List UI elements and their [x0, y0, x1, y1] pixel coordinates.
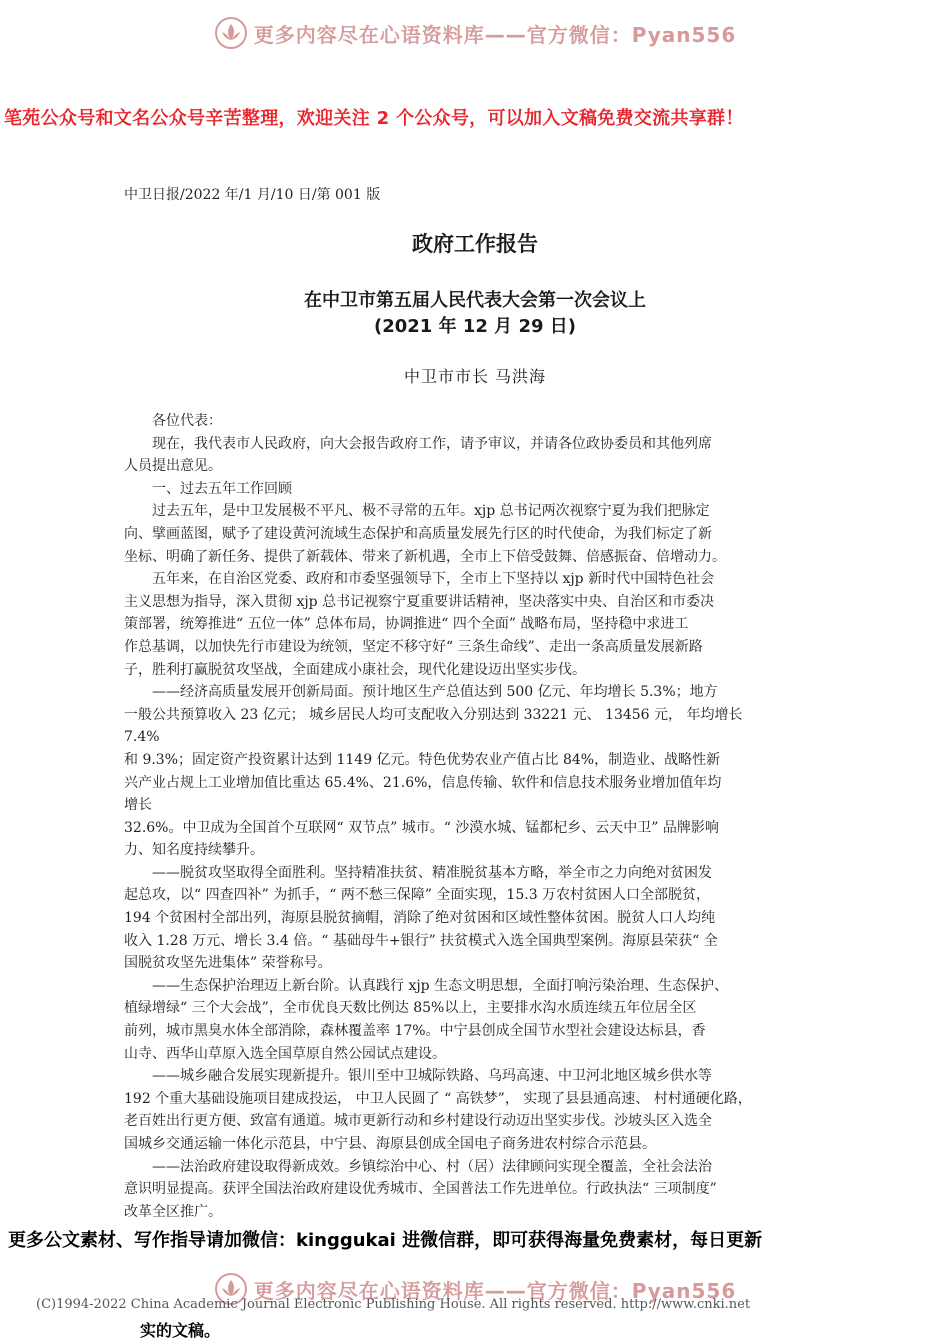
- body-line: 意识明显提高。获评全国法治政府建设优秀城市、全国普法工作先进单位。行政执法“ 三项制度”: [124, 1181, 717, 1198]
- body-line: ——经济高质量发展开创新局面。预计地区生产总值达到 500 亿元、年均增长 5.3%；地方: [152, 684, 718, 701]
- body-text: [124, 410, 832, 1223]
- body-line: 五年来，在自治区党委、政府和市委坚强领导下，全市上下坚持以 xjp 新时代中国特色社会: [152, 571, 715, 588]
- body-line: 192 个重大基础设施项目建成投运， 中卫人民圆了 “ 高铁梦”， 实现了县县通高速、 村村通硬化路，: [124, 1090, 752, 1107]
- body-line: 坐标、明确了新任务、提供了新载体、带来了新机遇，全市上下倍受鼓舞、倍感振奋、倍增动力。: [124, 548, 726, 565]
- body-line: 主义思想为指导，深入贯彻 xjp 总书记视察宁夏重要讲话精神，坚决落实中央、自治区和市委决: [124, 593, 715, 610]
- body-line: 一般公共预算收入 23 亿元； 城乡居民人均可支配收入分别达到 33221 元、 13456 元， 年均增长: [124, 706, 743, 723]
- body-line: ——法治政府建设取得新成效。乡镇综治中心、村（居）法律顾问实现全覆盖，全社会法治: [152, 1158, 712, 1175]
- subtitle: [0, 288, 950, 340]
- body-line: 过去五年，是中卫发展极不平凡、极不寻常的五年。xjp 总书记两次视察宁夏为我们把脉定: [152, 503, 710, 520]
- body-line: 和 9.3%；固定资产投资累计达到 1149 亿元。特色优势农业产值占比 84%，制造业、战略性新: [124, 751, 721, 768]
- body-line: ——城乡融合发展实现新提升。银川至中卫城际铁路、乌玛高速、中卫河北地区城乡供水等: [152, 1068, 712, 1085]
- body-line: 收入 1.28 万元、增长 3.4 倍。“ 基础母牛+银行” 扶贫模式入选全国典型案例。海原县荣获“ 全: [124, 932, 718, 949]
- body-line: 策部署，统筹推进“ 五位一体” 总体布局，协调推进“ 四个全面” 战略布局，坚持稳中求进工: [124, 616, 689, 633]
- subtitle-line-2: (2021 年 12 月 29 日): [374, 316, 576, 337]
- lotus-logo-icon: [214, 16, 248, 50]
- body-line: 植绿增绿“ 三个大会战”，全市优良天数比例达 85%以上，主要排水沟水质连续五年位居全区: [124, 1000, 697, 1017]
- body-line: 兴产业占规上工业增加值比重达 65.4%、21.6%，信息传输、软件和信息技术服务业增加值年均: [124, 774, 722, 791]
- cut-off-text: 实的文稿。: [140, 1321, 221, 1340]
- subtitle-line-1: 在中卫市第五届人民代表大会第一次会议上: [304, 290, 646, 311]
- source-line: 中卫日报/2022 年/1 月/10 日/第 001 版: [124, 187, 381, 203]
- body-line: 改革全区推广。: [124, 1203, 222, 1220]
- body-line: 7.4%: [124, 729, 160, 746]
- cnki-copyright: (C)1994-2022 China Academic Journal Electronic Publishing House. All rights reserved. http://www.cnki.net: [36, 1297, 751, 1312]
- body-line: 各位代表：: [152, 413, 222, 429]
- red-notice: 笔苑公众号和文名公众号辛苦整理，欢迎关注 2 个公众号，可以加入文稿免费交流共享群！: [4, 108, 744, 129]
- body-line: 194 个贫困村全部出列，海原县脱贫摘帽，消除了绝对贫困和区域性整体贫困。脱贫人口人均纯: [124, 910, 716, 927]
- body-line: 子，胜利打赢脱贫攻坚战，全面建成小康社会，现代化建设迈出坚实步伐。: [124, 661, 586, 678]
- body-line: 力、知名度持续攀升。: [124, 842, 264, 859]
- watermark-text: 更多内容尽在心语资料库——官方微信：Pyan556: [253, 22, 737, 47]
- body-line: 作总基调，以加快先行市建设为统领，坚定不移守好“ 三条生命线”、走出一条高质量发展新路: [124, 638, 703, 655]
- body-line: 人员提出意见。: [124, 458, 222, 475]
- body-line: 老百姓出行更方便、致富有通道。城市更新行动和乡村建设行动迈出坚实步伐。沙坡头区入选全: [124, 1113, 712, 1130]
- body-line: 前列，城市黑臭水体全部消除，森林覆盖率 17%。中宁县创成全国节水型社会建设达标县，香: [124, 1023, 706, 1040]
- bottom-notice: 更多公文素材、写作指导请加微信：kinggukai 进微信群，即可获得海量免费素材，每日更新: [8, 1230, 763, 1251]
- watermark-banner-top: [0, 16, 950, 54]
- author: 中卫市市长 马洪海: [403, 367, 547, 386]
- body-line: 现在，我代表市人民政府，向大会报告政府工作，请予审议，并请各位政协委员和其他列席: [152, 435, 712, 452]
- page-title: 政府工作报告: [412, 232, 538, 256]
- body-line: 国脱贫攻坚先进集体” 荣誉称号。: [124, 955, 332, 972]
- watermark-text: 更多内容尽在心语资料库——官方微信：Pyan556: [253, 1278, 737, 1303]
- body-line: 国城乡交通运输一体化示范县，中宁县、海原县创成全国电子商务进农村综合示范县。: [124, 1136, 656, 1152]
- body-line: 向、擘画蓝图，赋予了建设黄河流域生态保护和高质量发展先行区的时代使命，为我们标定了新: [124, 525, 712, 542]
- body-line: ——生态保护治理迈上新台阶。认真践行 xjp 生态文明思想，全面打响污染治理、生态保护、: [152, 977, 729, 994]
- body-line: 一、过去五年工作回顾: [152, 480, 292, 497]
- body-line: ——脱贫攻坚取得全面胜利。坚持精准扶贫、精准脱贫基本方略，举全市之力向绝对贫困发: [152, 864, 712, 881]
- body-line: 山寺、西华山草原入选全国草原自然公园试点建设。: [124, 1045, 446, 1062]
- body-line: 增长: [124, 797, 152, 814]
- body-line: 32.6%。中卫成为全国首个互联网“ 双节点” 城市。“ 沙漠水城、锰都杞乡、云天中卫” 品牌影响: [124, 819, 719, 836]
- body-line: 起总攻，以“ 四查四补” 为抓手，“ 两不愁三保障” 全面实现，15.3 万农村贫困人口全部脱贫，: [124, 887, 711, 904]
